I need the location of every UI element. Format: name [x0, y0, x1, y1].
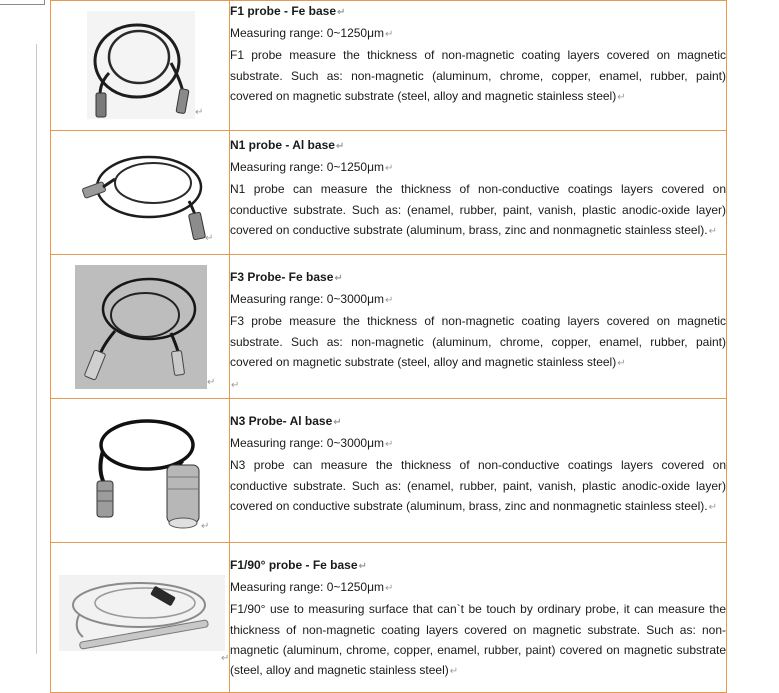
probe-title: F3 Probe- Fe base	[230, 270, 334, 284]
page-corner-mark	[0, 0, 45, 5]
table-row	[51, 1, 727, 131]
probe-image-cell	[51, 131, 230, 255]
probe-spec-table	[50, 0, 727, 693]
page-margin-rule	[36, 44, 37, 654]
probe-text-cell: N1 probe - Al base↵ Measuring range: 0~1250μm↵ N1 probe can measure the thickness of non-conductive coatings layers covered on conductive substrate. Such as: (enamel, rubber, paint, vanish, plastic anodic-oxide layer) covered on conductive substrate (aluminum, brass, zinc and nonmagnetic stainless steel).↵	[230, 131, 727, 255]
probe-description: F1/90° use to measuring surface that can`t be touch by ordinary probe, it can measure the thickness of non-magnetic coating layers covered on magnetic substrate. Such as: non-magnetic (aluminum, chrome, copper, enamel, rubber, paint) covered on magnetic substrate (steel, alloy and magnetic stainless steel)	[230, 602, 726, 678]
probe-text-cell: N3 Probe- Al base↵ Measuring range: 0~3000μm↵ N3 probe can measure the thickness of non-conductive coatings layers covered on conductive substrate. Such as: (enamel, rubber, paint, vanish, plastic anodic-oxide layer) covered on conductive substrate (aluminum, brass, zinc and nonmagnetic stainless steel).↵	[230, 399, 727, 543]
cell-return-mark: ↵	[201, 521, 210, 532]
probe-image-cell	[51, 255, 230, 399]
cell-return-mark: ↵	[221, 653, 230, 664]
table-row	[51, 255, 727, 399]
table-row	[51, 543, 727, 693]
probe-title: N1 probe - Al base	[230, 138, 335, 152]
probe-range: Measuring range: 0~1250μm	[230, 26, 385, 41]
probe-text-cell: F1/90° probe - Fe base↵ Measuring range: 0~1250μm↵ F1/90° use to measuring surface that can`t be touch by ordinary probe, it can measure the thickness of non-magnetic coating layers covered on magnetic substrate. Such as: non-magnetic (aluminum, chrome, copper, enamel, rubber, paint) covered on magnetic substrate (steel, alloy and magnetic stainless steel)↵	[230, 543, 727, 693]
probe-image-cell	[51, 399, 230, 543]
n1-probe-image	[79, 143, 215, 243]
probe-title: N3 Probe- Al base	[230, 414, 333, 428]
f3-probe-image	[75, 265, 207, 389]
probe-description: N3 probe can measure the thickness of non-conductive coatings layers covered on conductive substrate. Such as: (enamel, rubber, paint, vanish, plastic anodic-oxide layer) covered on conductive substrate (aluminum, brass, zinc and nonmagnetic stainless steel).	[230, 458, 726, 513]
probe-title: F1 probe - Fe base	[230, 4, 337, 18]
table-row	[51, 399, 727, 543]
probe-description: N1 probe can measure the thickness of non-conductive coatings layers covered on conductive substrate. Such as: (enamel, rubber, paint, vanish, plastic anodic-oxide layer) covered on conductive substrate (aluminum, brass, zinc and nonmagnetic stainless steel).	[230, 182, 726, 237]
probe-range: Measuring range: 0~1250μm	[230, 160, 385, 175]
probe-range: Measuring range: 0~3000μm	[230, 436, 385, 451]
table-row	[51, 131, 727, 255]
probe-image-cell	[51, 1, 230, 131]
probe-description: F1 probe measure the thickness of non-magnetic coating layers covered on magnetic substrate. Such as: non-magnetic (aluminum, chrome, copper, enamel, rubber, paint) covered on magnetic substrate (steel, alloy and magnetic stainless steel)	[230, 48, 726, 103]
probe-text-cell: F1 probe - Fe base↵ Measuring range: 0~1250μm↵ F1 probe measure the thickness of non-magnetic coating layers covered on magnetic substrate. Such as: non-magnetic (aluminum, chrome, copper, enamel, rubber, paint) covered on magnetic substrate (steel, alloy and magnetic stainless steel)↵	[230, 1, 727, 131]
probe-range: Measuring range: 0~1250μm	[230, 580, 385, 595]
probe-range: Measuring range: 0~3000μm	[230, 292, 385, 307]
cell-return-mark: ↵	[205, 233, 214, 244]
cell-return-mark: ↵	[195, 107, 204, 118]
probe-text-cell: F3 Probe- Fe base↵ Measuring range: 0~3000μm↵ F3 probe measure the thickness of non-magnetic coating layers covered on magnetic substrate. Such as: non-magnetic (aluminum, chrome, copper, enamel, rubber, paint) covered on magnetic substrate (steel, alloy and magnetic stainless steel)↵ ↵	[230, 255, 727, 399]
f1-90-probe-image	[59, 575, 225, 651]
empty-paragraph-mark: ↵	[231, 380, 240, 392]
probe-title: F1/90° probe - Fe base	[230, 558, 358, 572]
f1-probe-image	[87, 11, 195, 119]
cell-return-mark: ↵	[207, 377, 216, 388]
n3-probe-image	[87, 411, 205, 531]
probe-description: F3 probe measure the thickness of non-magnetic coating layers covered on magnetic substrate. Such as: non-magnetic (aluminum, chrome, copper, enamel, rubber, paint) covered on magnetic substrate (steel, alloy and magnetic stainless steel)	[230, 314, 726, 369]
probe-image-cell	[51, 543, 230, 693]
